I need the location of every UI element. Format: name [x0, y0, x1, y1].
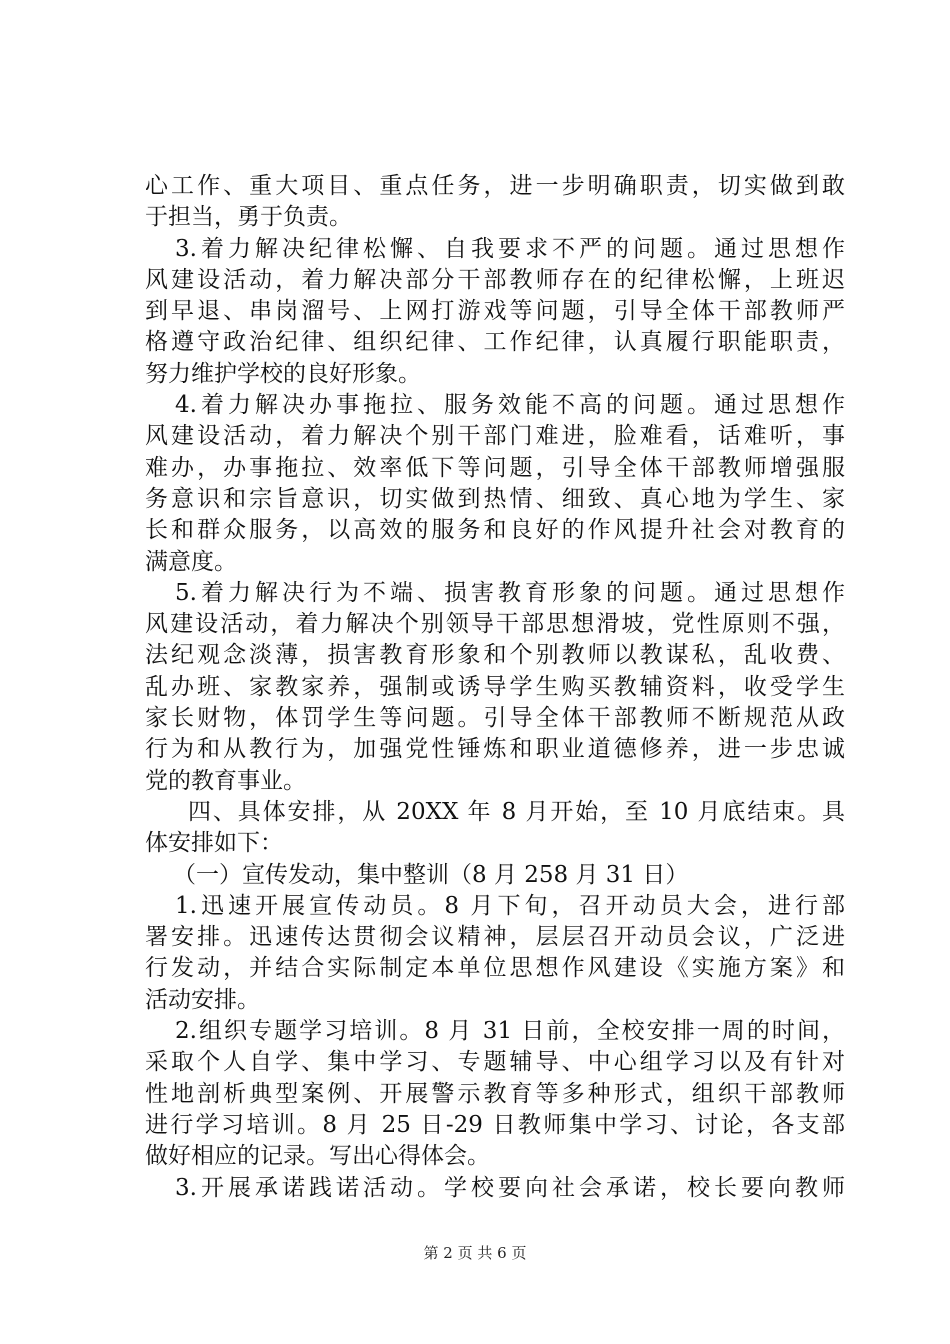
text-line: 4.着力解决办事拖拉、服务效能不高的问题。通过思想作 — [175, 392, 845, 419]
text-line: 努力维护学校的良好形象。 — [145, 360, 421, 387]
text-line: 满意度。 — [145, 548, 237, 575]
text-line: 风建设活动，着力解决部分干部教师存在的纪律松懈，上班迟 — [145, 266, 845, 293]
text-line: 格遵守政治纪律、组织纪律、工作纪律，认真履行职能职责， — [145, 329, 845, 356]
text-line: 法纪观念淡薄，损害教育形象和个别教师以教谋私，乱收费、 — [145, 642, 845, 669]
text-line: 采取个人自学、集中学习、专题辅导、中心组学习以及有针对 — [145, 1049, 845, 1076]
text-line: （一）宣传发动，集中整训（8 月 258 月 31 日） — [173, 861, 689, 888]
text-line: 活动安排。 — [145, 986, 260, 1013]
text-line: 难办，办事拖拉、效率低下等问题，引导全体干部教师增强服 — [145, 454, 845, 481]
text-line: 行发动，并结合实际制定本单位思想作风建设《实施方案》和 — [145, 955, 845, 982]
text-line: 5.着力解决行为不端、损害教育形象的问题。通过思想作 — [175, 579, 845, 606]
text-line: 家长财物，体罚学生等问题。引导全体干部教师不断规范从政 — [145, 705, 845, 732]
text-line: 行为和从教行为，加强党性锤炼和职业道德修养，进一步忠诚 — [145, 736, 845, 763]
text-line: 务意识和宗旨意识，切实做到热情、细致、真心地为学生、家 — [145, 485, 845, 512]
text-line: 3.着力解决纪律松懈、自我要求不严的问题。通过思想作 — [175, 235, 845, 262]
text-line: 署安排。迅速传达贯彻会议精神，层层召开动员会议，广泛进 — [145, 924, 845, 951]
page-footer: 第 2 页 共 6 页 — [423, 1244, 527, 1262]
text-line: 体安排如下： — [145, 830, 283, 857]
text-line: 做好相应的记录。写出心得体会。 — [145, 1143, 490, 1170]
text-line: 进行学习培训。8 月 25 日-29 日教师集中学习、讨论，各支部 — [145, 1111, 845, 1138]
text-line: 到早退、串岗溜号、上网打游戏等问题，引导全体干部教师严 — [145, 298, 845, 325]
text-line: 心工作、重大项目、重点任务，进一步明确职责，切实做到敢 — [145, 173, 845, 199]
text-line: 风建设活动，着力解决个别领导干部思想滑坡，党性原则不强， — [145, 611, 845, 638]
text-line: 3.开展承诺践诺活动。学校要向社会承诺，校长要向教师 — [175, 1174, 845, 1201]
text-line: 1.迅速开展宣传动员。8 月下旬，召开动员大会，进行部 — [175, 892, 845, 919]
text-line: 性地剖析典型案例、开展警示教育等多种形式，组织干部教师 — [145, 1080, 845, 1107]
text-line: 四、具体安排，从 20XX 年 8 月开始，至 10 月底结束。具 — [188, 798, 845, 825]
text-line: 党的教育事业。 — [145, 767, 306, 794]
text-line: 乱办班、家教家养，强制或诱导学生购买教辅资料，收受学生 — [145, 673, 845, 700]
text-line: 于担当，勇于负责。 — [145, 204, 352, 231]
document-body — [145, 171, 845, 1204]
text-line: 风建设活动，着力解决个别干部门难进，脸难看，话难听，事 — [145, 423, 845, 450]
text-line: 长和群众服务，以高效的服务和良好的作风提升社会对教育的 — [145, 517, 845, 544]
text-line: 2.组织专题学习培训。8 月 31 日前，全校安排一周的时间， — [175, 1018, 845, 1045]
